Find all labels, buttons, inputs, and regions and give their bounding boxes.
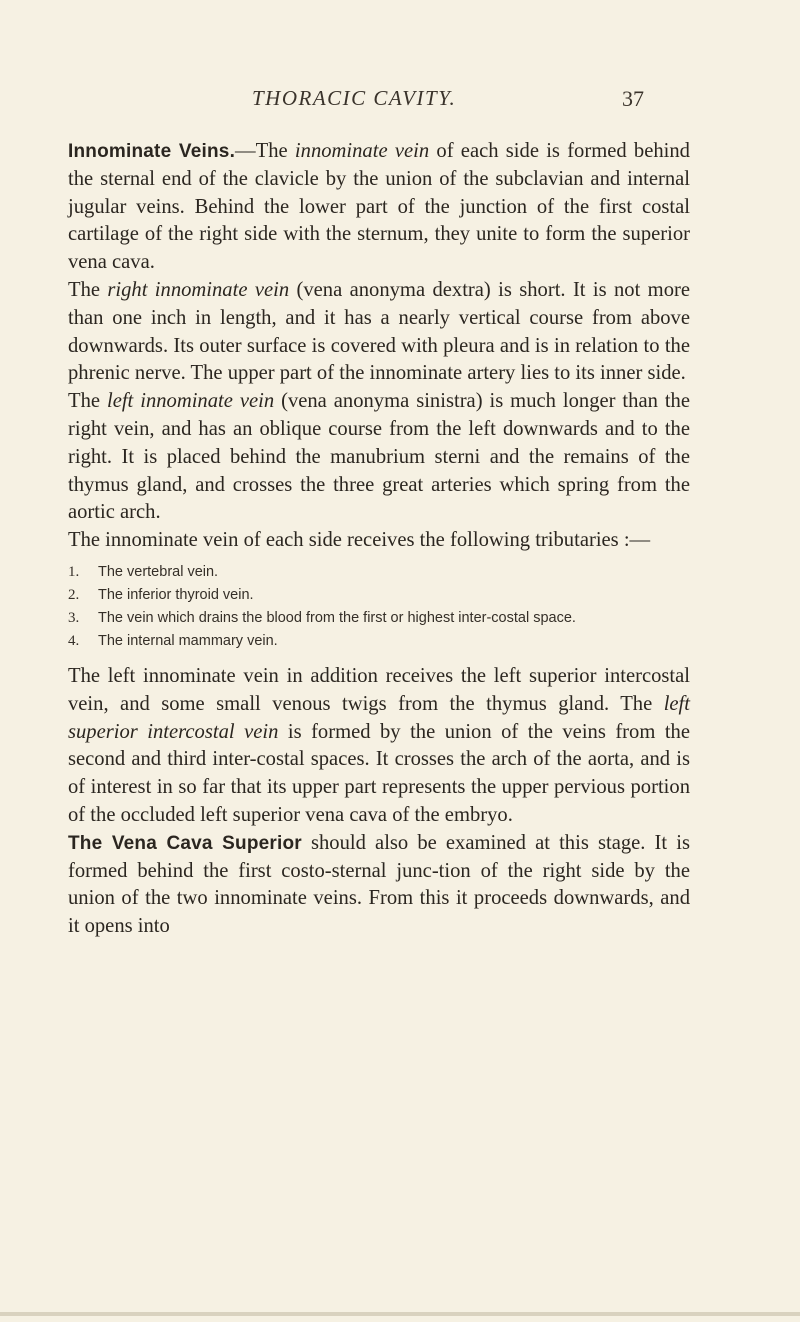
italic-term: left innominate vein xyxy=(106,390,275,413)
page-number: 37 xyxy=(622,86,644,111)
paragraph-text: (vena anonyma dextra) is short. It is not more than one inch in length, and it has a nearly vertical course from above downwards. Its outer surface is covered with pleura and is in relation to the phrenic nerve. The upper part of the innominate artery lies to its inner side. xyxy=(68,278,690,385)
list-text: The vein which drains the blood from the first or highest inter-costal space. xyxy=(98,609,576,626)
list-item xyxy=(68,561,690,584)
paragraph-text: —The xyxy=(235,140,295,162)
list-item xyxy=(68,607,690,630)
paragraph-left-innominate-vein xyxy=(68,388,690,527)
paragraph-text: (vena anonyma sinistra) is much longer than the right vein, and has an oblique course from the left downwards and to the right. It is placed behind the manubrium sterni and the remains of the thymus gland, and crosses the three great arteries which spring from the aortic arch. xyxy=(68,390,690,524)
running-head xyxy=(0,86,800,116)
paragraph-text: of each side is formed behind the sternal end of the clavicle by the union of the subclavian and internal jugular veins. Behind the lower part of the junction of the first costal cartilage of the right side with the sternum, they unite to form the superior vena cava. xyxy=(68,140,690,274)
italic-term: right innominate vein xyxy=(107,278,290,301)
paragraph-text: should also be examined at this stage. It is formed behind the first costo-sternal junc-tion of the right side by the union of the two innominate veins. From this it proceeds downwards, and it opens into xyxy=(68,831,690,938)
italic-term: innominate vein xyxy=(294,140,430,162)
list-text: The vertebral vein. xyxy=(98,563,219,580)
paragraph-right-innominate-vein xyxy=(68,277,690,388)
paragraph-innominate-veins xyxy=(68,138,690,277)
list-number: 3. xyxy=(68,609,80,626)
section-heading-vena-cava-superior: The Vena Cava Superior xyxy=(68,832,302,854)
paragraph-tributaries-intro xyxy=(68,527,690,555)
paragraph-text: The xyxy=(68,278,108,301)
page-bottom-edge xyxy=(0,1312,800,1316)
paragraph-vena-cava-superior xyxy=(68,830,690,941)
paragraph-text: is formed by the union of the veins from the second and third inter-costal spaces. It crosses the arch of the aorta, and is of interest in so far that its upper part represents the upper pervious portion of the occluded left superior vena cava of the embryo. xyxy=(68,720,690,826)
tributaries-list xyxy=(68,561,690,653)
paragraph-text: The left innominate vein in addition receives the left superior intercostal vein, and some small venous twigs from the thymus gland. The xyxy=(68,664,690,715)
paragraph-text: The innominate vein of each side receives the following tributaries :— xyxy=(68,529,651,552)
italic-term: left superior intercostal vein xyxy=(68,692,690,743)
list-item xyxy=(68,584,690,607)
list-number: 4. xyxy=(68,632,80,649)
running-title: THORACIC CAVITY. xyxy=(252,86,457,110)
list-number: 1. xyxy=(68,563,80,580)
paragraph-left-superior-intercostal xyxy=(68,663,690,830)
list-text: The internal mammary vein. xyxy=(98,632,278,649)
paragraph-text: The xyxy=(68,390,107,413)
list-number: 2. xyxy=(68,586,80,603)
list-item xyxy=(68,630,690,653)
body-text xyxy=(68,138,690,941)
list-text: The inferior thyroid vein. xyxy=(98,586,254,603)
section-heading-innominate-veins: Innominate Veins. xyxy=(68,141,236,162)
